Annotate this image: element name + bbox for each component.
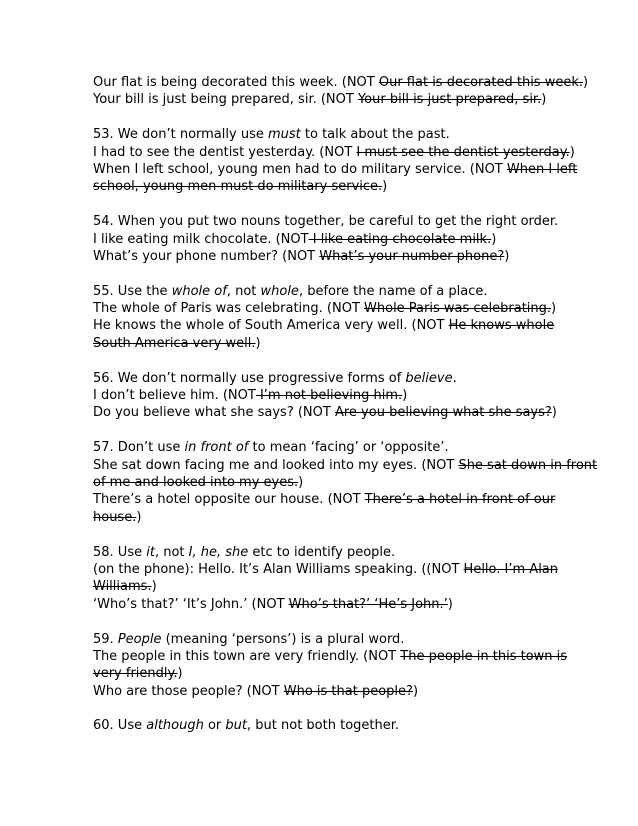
text-run: 55. Use the [93, 283, 172, 299]
text-line [93, 561, 563, 578]
text-run: (meaning ‘persons’) is a plural word. [161, 631, 405, 647]
text-run: ) [382, 179, 388, 195]
struck-example: I like eating chocolate milk. [308, 231, 492, 247]
text-run: , not [154, 544, 189, 560]
italic-term: in front of [184, 440, 249, 456]
struck-example: She sat down in front [458, 457, 598, 473]
struck-example: Hello. I’m Alan [463, 561, 559, 577]
text-run: When I left school, young men had to do military service. (NOT [93, 161, 507, 177]
paragraph-gap [93, 109, 563, 126]
text-line [93, 213, 563, 230]
italic-term: but [225, 718, 248, 734]
text-line [93, 370, 563, 387]
text-run: The whole of Paris was celebrating. (NOT [93, 301, 365, 317]
text-run: He knows the whole of South America very well. (NOT [93, 318, 449, 334]
text-run: Our flat is being decorated this week. (NOT [93, 75, 379, 90]
text-run: , before the name of a place. [298, 283, 488, 299]
text-run: ) [447, 596, 453, 612]
text-run: ) [583, 75, 589, 90]
struck-example: When I left [506, 161, 578, 177]
text-run: or [203, 718, 226, 734]
text-run: ) [412, 683, 419, 699]
text-run: There’s a hotel opposite our house. (NOT [93, 492, 365, 508]
text-run: I like eating milk chocolate. (NOT [93, 231, 309, 247]
struck-example: house. [93, 509, 137, 525]
italic-term: it [146, 544, 155, 560]
struck-example: South America very well. [93, 335, 256, 351]
paragraph-block [93, 631, 568, 701]
paragraph-gap [93, 196, 563, 213]
text-run: . [452, 370, 457, 386]
italic-term: must [267, 127, 301, 143]
text-line [93, 544, 563, 561]
paragraph-gap [93, 422, 563, 439]
struck-example: Who is that people? [283, 683, 413, 699]
paragraph-block [93, 544, 563, 614]
text-run: (on the phone): Hello. It’s Alan Williams speaking. ((NOT [93, 561, 464, 577]
paragraph-block [93, 283, 563, 353]
text-line [93, 717, 563, 734]
text-run: ) [551, 301, 557, 317]
struck-example: Williams. [93, 579, 152, 595]
italic-term: although [146, 718, 204, 734]
paragraph-gap [93, 700, 563, 717]
text-run: ) [491, 231, 497, 247]
text-run: 56. We don’t normally use progressive forms of [93, 370, 406, 386]
struck-example: Whole Paris was celebrating. [364, 301, 552, 317]
struck-example: I must see the dentist yesterday. [356, 144, 570, 160]
struck-example: The people in this town is [400, 648, 568, 664]
text-line [93, 648, 568, 665]
text-run: etc to identify people. [248, 544, 396, 560]
paragraph-gap [93, 613, 563, 630]
paragraph-gap [93, 352, 563, 369]
paragraph-gap [93, 265, 563, 282]
paragraph-block [93, 717, 563, 734]
text-run: , not [226, 283, 261, 299]
struck-example: There’s a hotel in front of our [364, 492, 556, 508]
text-line [93, 457, 598, 474]
text-run: ) [151, 579, 157, 595]
struck-example: Our flat is decorated this week. [378, 75, 583, 90]
text-line [93, 248, 563, 265]
text-line [93, 161, 578, 178]
struck-example: He knows whole [448, 318, 555, 334]
text-run: The people in this town are very friendly. (NOT [93, 648, 401, 664]
text-line [93, 283, 563, 300]
struck-example: I’m not believing him. [255, 388, 403, 404]
text-run: ) [541, 92, 547, 108]
text-line [93, 74, 589, 91]
italic-term: believe [405, 370, 453, 386]
text-line [93, 404, 563, 421]
text-line [93, 317, 563, 334]
text-run: ) [255, 335, 261, 351]
text-run: 58. Use [93, 544, 147, 560]
text-run: ) [504, 248, 510, 264]
text-line [93, 631, 563, 648]
text-run: She sat down facing me and looked into my eyes. (NOT [93, 457, 459, 473]
text-run: ‘Who’s that?’ ‘It’s John.’ (NOT [93, 596, 289, 612]
text-line [93, 439, 563, 456]
struck-example: of me and looked into my eyes. [93, 474, 299, 490]
text-line [93, 665, 563, 682]
text-run: I don’t believe him. (NOT [93, 388, 256, 404]
struck-example: very friendly. [93, 666, 178, 682]
text-run: 59. [93, 631, 118, 647]
text-line [93, 178, 563, 195]
paragraph-block [93, 126, 578, 196]
paragraph-block [93, 439, 598, 526]
paragraph-block [93, 74, 589, 109]
text-run: ) [177, 666, 183, 682]
text-run: What’s your phone number? (NOT [93, 248, 320, 264]
text-line [93, 509, 563, 526]
text-line [93, 126, 563, 143]
text-run: ) [551, 405, 557, 421]
text-line [93, 474, 563, 491]
text-line [93, 578, 563, 595]
text-run: , but not both together. [247, 718, 400, 734]
italic-term: whole [260, 283, 299, 299]
text-line [93, 596, 563, 613]
text-run: 60. Use [93, 718, 147, 734]
text-line [93, 91, 563, 108]
struck-example: school, young men must do military service. [93, 179, 383, 195]
text-line [93, 683, 563, 700]
italic-term: People [117, 631, 162, 647]
paragraph-block [93, 370, 563, 422]
text-line [93, 491, 563, 508]
text-run: ) [402, 388, 408, 404]
text-run: ) [298, 474, 304, 490]
struck-example: Are you believing what she says? [334, 405, 552, 421]
text-run: to talk about the past. [300, 127, 450, 143]
text-run: ) [136, 509, 142, 525]
text-line [93, 387, 563, 404]
text-run: 57. Don’t use [93, 440, 185, 456]
text-line [93, 300, 563, 317]
text-line [93, 231, 563, 248]
text-run: Do you believe what she says? (NOT [93, 405, 335, 421]
paragraph-block [93, 213, 563, 265]
italic-term: whole of [171, 283, 227, 299]
struck-example: What’s your number phone? [319, 248, 505, 264]
italic-term: I, he, she [188, 544, 249, 560]
document-body [93, 74, 598, 735]
text-run: to mean ‘facing’ or ‘opposite’. [248, 440, 449, 456]
text-run: Who are those people? (NOT [93, 683, 284, 699]
text-line [93, 335, 563, 352]
text-line [93, 144, 575, 161]
paragraph-gap [93, 526, 563, 543]
text-run: 54. When you put two nouns together, be careful to get the right order. [93, 214, 559, 230]
text-run: I had to see the dentist yesterday. (NOT [93, 144, 357, 160]
text-run: Your bill is just being prepared, sir. (NOT [93, 92, 358, 108]
text-run: 53. We don’t normally use [93, 127, 268, 143]
struck-example: Who’s that?’ ‘He’s John.’ [288, 596, 448, 612]
struck-example: Your bill is just prepared, sir. [357, 92, 542, 108]
text-run: ) [569, 144, 575, 160]
